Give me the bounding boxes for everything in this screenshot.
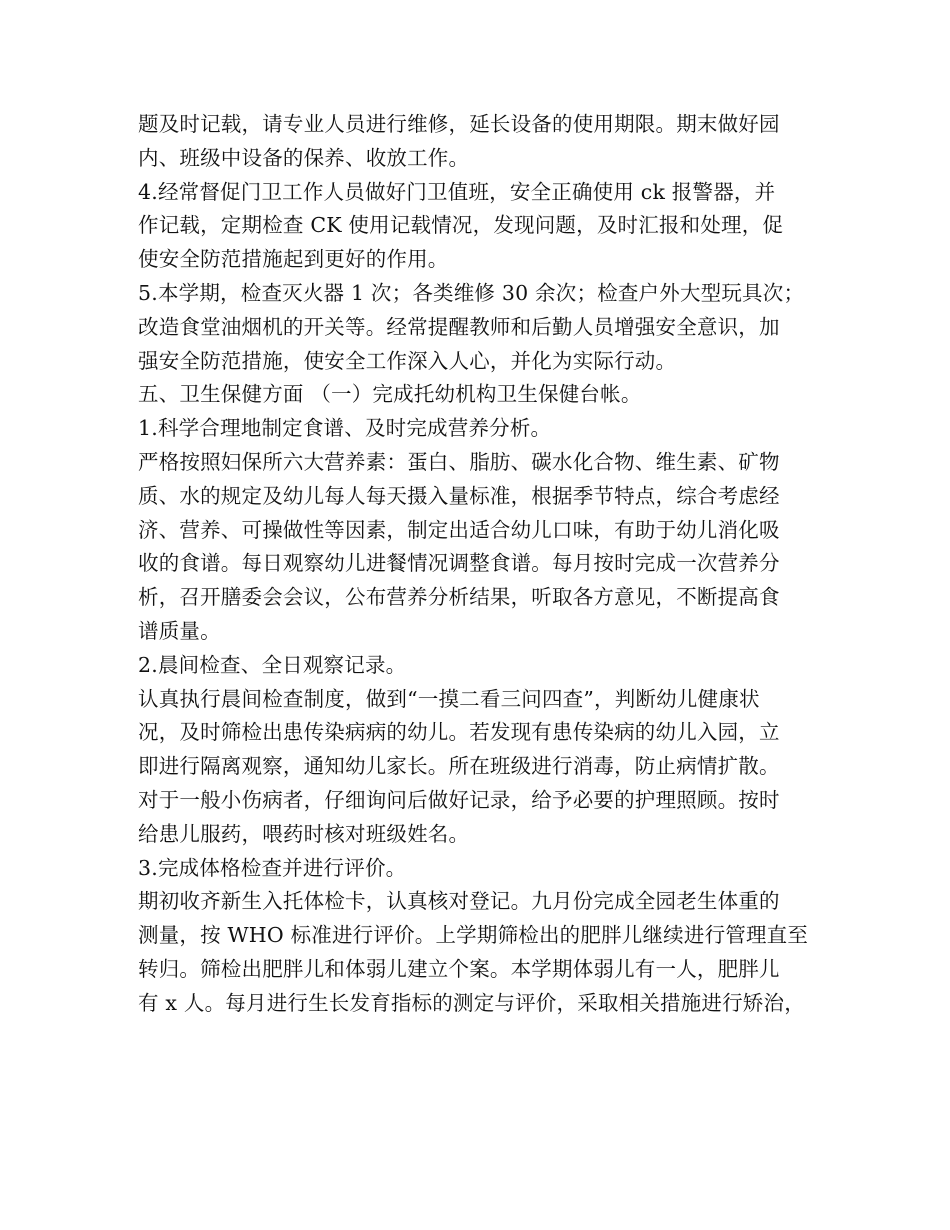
subsection-heading: 3.完成体格检查并进行评价。 (138, 855, 407, 880)
text-line: 给患儿服药，喂药时核对班级姓名。 (138, 821, 470, 846)
text-line: 期初收齐新生入托体检卡，认真核对登记。九月份完成全园老生体重的 (138, 889, 780, 914)
subsection-heading: 1.科学合理地制定食谱、及时完成营养分析。 (138, 416, 552, 441)
text-line: 况，及时筛检出患传染病病的幼儿。若发现有患传染病的幼儿入园，立 (138, 720, 780, 745)
text-line: 有 x 人。每月进行生长发育指标的测定与评价，采取相关措施进行矫治， (138, 990, 805, 1015)
text-line: 强安全防范措施，使安全工作深入人心，并化为实际行动。 (138, 348, 677, 373)
text-line: 内、班级中设备的保养、收放工作。 (138, 145, 470, 170)
text-line: 作记载，定期检查 CK 使用记载情况，发现问题，及时汇报和处理，促 (138, 213, 784, 238)
text-line: 谱质量。 (138, 618, 221, 643)
text-line: 认真执行晨间检查制度，做到“一摸二看三问四查”，判断幼儿健康状 (138, 686, 760, 711)
text-line: 即进行隔离观察，通知幼儿家长。所在班级进行消毒，防止病情扩散。 (138, 754, 780, 779)
text-line: 析，召开膳委会会议，公布营养分析结果，听取各方意见，不断提高食 (138, 585, 780, 610)
text-line: 使安全防范措施起到更好的作用。 (138, 247, 449, 272)
text-line: 收的食谱。每日观察幼儿进餐情况调整食谱。每月按时完成一次营养分 (138, 551, 780, 576)
text-line: 4.经常督促门卫工作人员做好门卫值班，安全正确使用 ck 报警器，并 (138, 179, 776, 204)
document-body (138, 108, 818, 1021)
text-line: 5.本学期，检查灭火器 1 次；各类维修 30 余次；检查户外大型玩具次； (138, 280, 805, 305)
text-line: 严格按照妇保所六大营养素：蛋白、脂肪、碳水化合物、维生素、矿物 (138, 449, 780, 474)
section-heading: 五、卫生保健方面 （一）完成托幼机构卫生保健台帐。 (138, 382, 642, 407)
text-line: 转归。筛检出肥胖儿和体弱儿建立个案。本学期体弱儿有一人，肥胖儿 (138, 956, 780, 981)
text-line: 济、营养、可操做性等因素，制定出适合幼儿口味，有助于幼儿消化吸 (138, 517, 780, 542)
subsection-heading: 2.晨间检查、全日观察记录。 (138, 652, 407, 677)
text-line: 改造食堂油烟机的开关等。经常提醒教师和后勤人员增强安全意识，加 (138, 314, 780, 339)
text-line: 题及时记载，请专业人员进行维修，延长设备的使用期限。期末做好园 (138, 112, 780, 136)
text-line: 测量，按 WHO 标准进行评价。上学期筛检出的肥胖儿继续进行管理直至 (138, 923, 809, 948)
text-line: 对于一般小伤病者，仔细询问后做好记录，给予必要的护理照顾。按时 (138, 787, 780, 812)
text-line: 质、水的规定及幼儿每人每天摄入量标准，根据季节特点，综合考虑经 (138, 483, 780, 508)
